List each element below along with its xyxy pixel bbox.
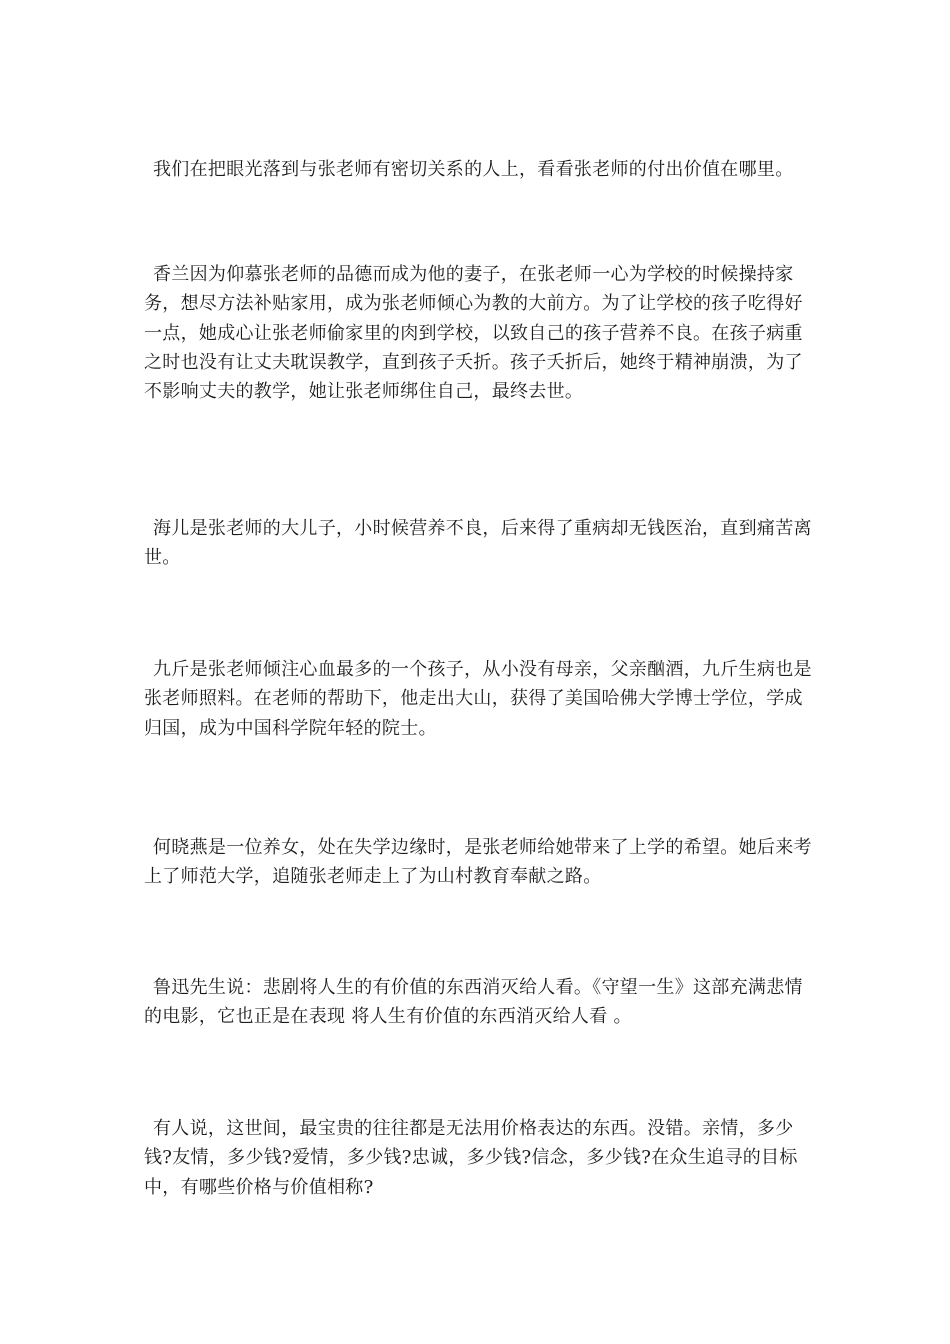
- paragraph-jiujin: 九斤是张老师倾注心血最多的一个孩子，从小没有母亲，父亲酗酒，九斤生病也是张老师照料。在老师的帮助下，他走出大山，获得了美国哈佛大学博士学位，学成归国，成为中国科学院年轻的院士。: [144, 659, 812, 739]
- paragraph-lu-xun-quote: 鲁迅先生说：悲剧将人生的有价值的东西消灭给人看。《守望一生》这部充满悲情的电影，它也正是在表现 将人生有价值的东西消灭给人看 。: [144, 977, 803, 1028]
- paragraph-xianglan: 香兰因为仰慕张老师的品德而成为他的妻子，在张老师一心为学校的时候操持家务，想尽方法补贴家用，成为张老师倾心为教的大前方。为了让学校的孩子吃得好一点，她成心让张老师偷家里的肉到学校，以致自己的孩子营养不良。在孩子病重之时也没有让丈夫耽误教学，直到孩子夭折。孩子夭折后，她终于精神崩溃，为了不影响丈夫的教学，她让张老师绑住自己，最终去世。: [144, 264, 803, 403]
- paragraph-haier: 海儿是张老师的大儿子，小时候营养不良，后来得了重病却无钱医治，直到痛苦离世。: [144, 518, 812, 569]
- paragraph-intro: 我们在把眼光落到与张老师有密切关系的人上，看看张老师的付出价值在哪里。: [153, 159, 794, 180]
- paragraph-value-reflection: 有人说，这世间，最宝贵的往往都是无法用价格表达的东西。没错。亲情，多少钱?友情，多少钱?爱情，多少钱?忠诚，多少钱?信念，多少钱?在众生追寻的目标中，有哪些价格与价值相称?: [144, 1118, 798, 1198]
- paragraph-he-xiaoyan: 何晓燕是一位养女，处在失学边缘时，是张老师给她带来了上学的希望。她后来考上了师范大学，追随张老师走上了为山村教育奉献之路。: [144, 837, 812, 888]
